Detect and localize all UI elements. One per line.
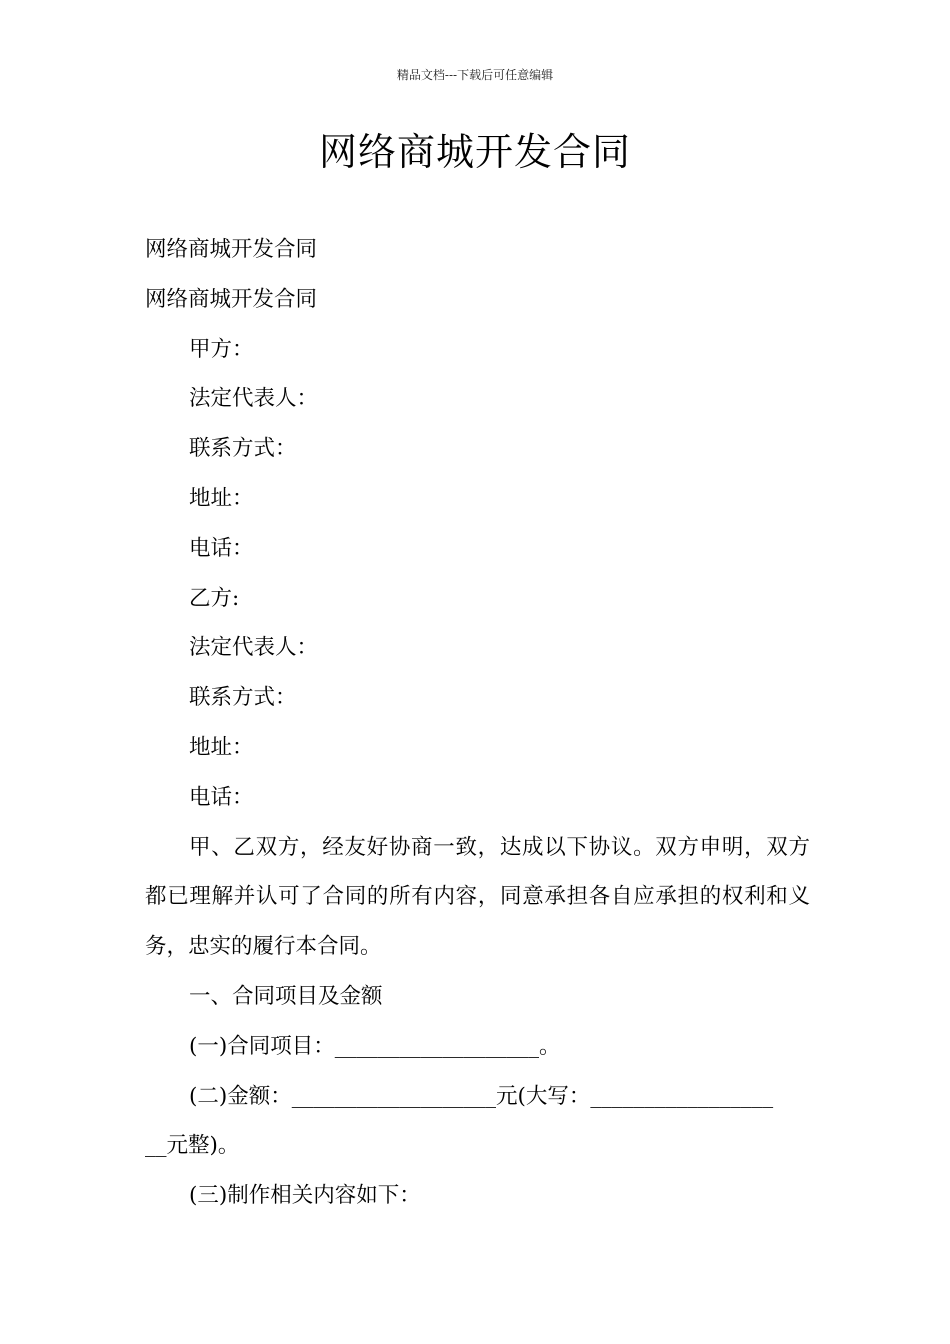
party-a-contact: 联系方式： [189,436,297,462]
contract-item-field: (一)合同项目：___________________。 [189,1033,561,1059]
party-b-contact: 联系方式： [189,685,297,711]
party-b-representative: 法定代表人： [189,635,319,661]
body-heading-1: 网络商城开发合同 [145,237,318,262]
party-b-label: 乙方: [189,585,240,611]
section-1-heading: 一、合同项目及金额 [189,983,383,1009]
contract-amount-field-cont: __元整)。 [145,1133,240,1159]
party-a-address: 地址： [189,485,254,511]
party-b-phone: 电话： [189,784,254,810]
body-heading-2: 网络商城开发合同 [145,286,318,312]
party-a-phone: 电话： [189,535,254,561]
party-b-address: 地址： [189,734,254,760]
agreement-paragraph: 甲、乙双方，经友好协商一致，达成以下协议。双方申明，双方都已理解并认可了合同的所有内容，同意承担各自应承担的权利和义务，忠实的履行本合同。 [145,834,810,960]
header-note: 精品文档---下载后可任意编辑 [396,68,554,82]
document-title: 网络商城开发合同 [318,130,631,174]
production-content-heading: (三)制作相关内容如下： [189,1183,421,1209]
contract-amount-field: (二)金额：___________________元(大写：_________________ [189,1083,774,1109]
party-a-representative: 法定代表人： [189,386,319,412]
party-a-label: 甲方： [189,336,254,362]
contract-body [145,225,810,1221]
